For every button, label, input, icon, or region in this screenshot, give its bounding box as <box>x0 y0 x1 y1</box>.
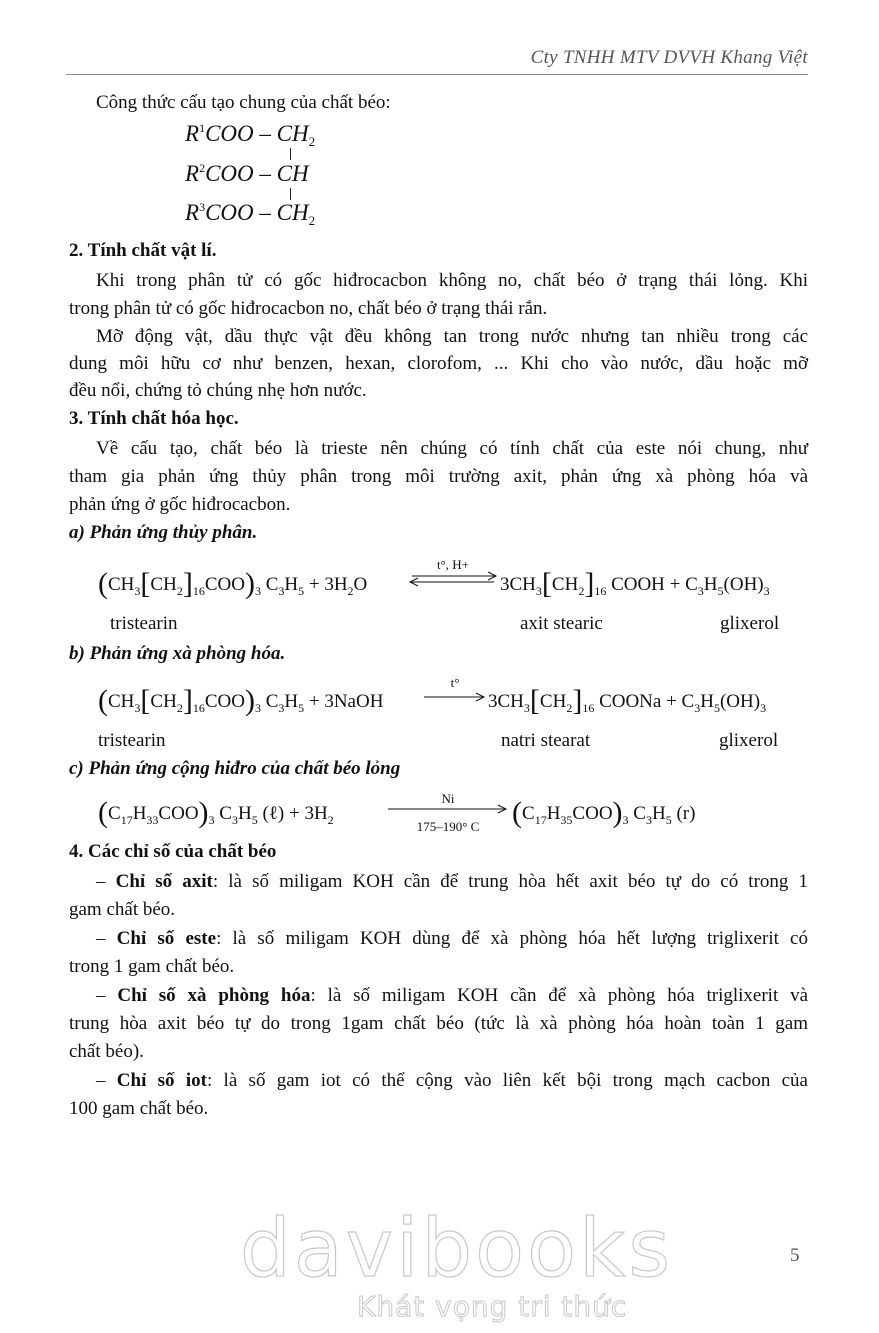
label-axit-stearic: axit stearic <box>520 613 603 634</box>
definition-line <box>96 871 808 894</box>
reaction-a-condition: t°, H+ <box>436 557 470 572</box>
label-tristearin: tristearin <box>98 730 166 751</box>
r-symbol: R <box>185 121 200 146</box>
section-2-heading: 2. Tính chất vật lí. <box>69 240 217 261</box>
ester-group: COO – <box>205 161 277 186</box>
structure-line-3 <box>185 200 315 229</box>
definition-line: trong 1 gam chất béo. <box>69 956 235 977</box>
equilibrium-arrow-icon <box>408 571 498 587</box>
definition-line: trung hòa axit béo tự do trong 1gam chất béo (tức là xà phòng hóa hoàn toàn 1 gam <box>69 1013 808 1034</box>
reaction-arrow-icon <box>424 691 486 703</box>
ch-mid: CH <box>276 161 309 186</box>
term-acid-index: Chỉ số axit <box>115 871 213 892</box>
ch2-bottom: CH <box>276 200 309 225</box>
section-3-heading: 3. Tính chất hóa học. <box>69 408 239 429</box>
structure-line-2 <box>185 161 309 187</box>
dash: – <box>96 985 118 1006</box>
paragraph-line: Mỡ động vật, dầu thực vật đều không tan trong nước nhưng tan nhiều trong các <box>96 326 808 347</box>
ester-group: COO – <box>205 200 277 225</box>
reaction-c-catalyst: Ni <box>441 791 455 806</box>
dash: – <box>96 871 116 892</box>
definition-line <box>96 1070 808 1093</box>
structure-line-1 <box>185 121 315 150</box>
subsection-c-heading: c) Phản ứng cộng hiđro của chất béo lỏng <box>69 758 401 779</box>
reaction-b-lhs: $(CH_3[CH_2]_{16}COO)_3$ $C_3H_5$ + 3NaOH <box>98 684 384 717</box>
definition-line: chất béo). <box>69 1041 144 1062</box>
davibooks-logo: davibooks <box>240 1202 674 1295</box>
dash: – <box>96 928 117 949</box>
r2-index: 2 <box>199 161 206 175</box>
header-rule <box>66 74 808 75</box>
reaction-c-lhs: $(C_{17}H_{33}COO)_3$ $C_3H_5$ (ℓ) + $3H_2$ <box>98 796 334 829</box>
paragraph-line: phản ứng ở gốc hiđrocacbon. <box>69 494 291 515</box>
logo-tagline: Khát vọng tri thức <box>357 1290 628 1323</box>
reaction-arrow-icon <box>388 803 508 815</box>
dash: – <box>96 1070 117 1091</box>
r1-index: 1 <box>199 121 206 135</box>
running-header: Cty TNHH MTV DVVH Khang Việt <box>530 47 808 68</box>
reaction-a-rhs: $3CH_3[CH_2]_{16}$ COOH + $C_3H_5(OH)_3$ <box>500 567 770 600</box>
section-4-heading: 4. Các chỉ số của chất béo <box>69 841 277 862</box>
reaction-c-temperature: 175–190° C <box>416 819 480 834</box>
ester-group: COO – <box>205 121 277 146</box>
definition-line: gam chất béo. <box>69 899 176 920</box>
label-natri-stearat: natri stearat <box>501 730 591 751</box>
definition-text: : là số miligam KOH cần để trung hòa hết axit béo tự do có trong 1 <box>212 871 809 892</box>
sub-index: 2 <box>308 134 316 149</box>
bond-line <box>290 148 291 160</box>
reaction-b-condition: t° <box>450 675 460 690</box>
subsection-b-heading: b) Phản ứng xà phòng hóa. <box>69 643 286 664</box>
r-symbol: R <box>185 200 200 225</box>
page-number: 5 <box>790 1245 800 1266</box>
term-ester-index: Chỉ số este <box>116 928 217 949</box>
term-saponification-index: Chỉ số xà phòng hóa <box>117 985 311 1006</box>
reaction-c-rhs: $(C_{17}H_{35}COO)_3$ $C_3H_5$ (r) <box>512 796 696 829</box>
paragraph-line: đều nổi, chứng tỏ chúng nhẹ hơn nước. <box>69 380 367 401</box>
definition-text: : là số gam iot có thể cộng vào liên kết bội trong mạch cacbon của <box>206 1070 808 1091</box>
definition-text: : là số miligam KOH cần để xà phòng hóa triglixerit và <box>310 985 809 1006</box>
paragraph-line: trong phân tử có gốc hiđrocacbon no, chất béo ở trạng thái rắn. <box>69 298 548 319</box>
ch2-top: CH <box>276 121 309 146</box>
paragraph-line: Về cấu tạo, chất béo là trieste nên chúng có tính chất của este nói chung, như <box>96 438 808 459</box>
paragraph-line: Khi trong phân tử có gốc hiđrocacbon không no, chất béo ở trạng thái lỏng. Khi <box>96 270 808 291</box>
subsection-a-heading: a) Phản ứng thủy phân. <box>69 522 258 543</box>
reaction-a-lhs: $(CH_3[CH_2]_{16}COO)_3$ $C_3H_5 + 3H_2O$ <box>98 567 368 600</box>
label-tristearin: tristearin <box>110 613 178 634</box>
definition-text: : là số miligam KOH dùng để xà phòng hóa hết lượng triglixerit có <box>216 928 808 949</box>
paragraph-line: tham gia phản ứng thủy phân trong môi trường axit, phản ứng xà phòng hóa và <box>69 466 808 487</box>
definition-line <box>96 985 808 1008</box>
term-iodine-index: Chỉ số iot <box>116 1070 207 1091</box>
definition-line: 100 gam chất béo. <box>69 1098 209 1119</box>
r-symbol: R <box>185 161 200 186</box>
r3-index: 3 <box>199 200 206 214</box>
intro-text: Công thức cấu tạo chung của chất béo: <box>96 92 391 113</box>
definition-line <box>96 928 808 951</box>
reaction-b-rhs: $3CH_3[CH_2]_{16}$ COONa + $C_3H_5(OH)_3$ <box>488 684 767 717</box>
paragraph-line: dung môi hữu cơ như benzen, hexan, clorofom, ... Khi cho vào nước, dầu hoặc mỡ <box>69 353 808 374</box>
label-glixerol: glixerol <box>719 730 779 751</box>
bond-line <box>290 188 291 200</box>
sub-index: 2 <box>308 213 316 228</box>
label-glixerol: glixerol <box>720 613 780 634</box>
